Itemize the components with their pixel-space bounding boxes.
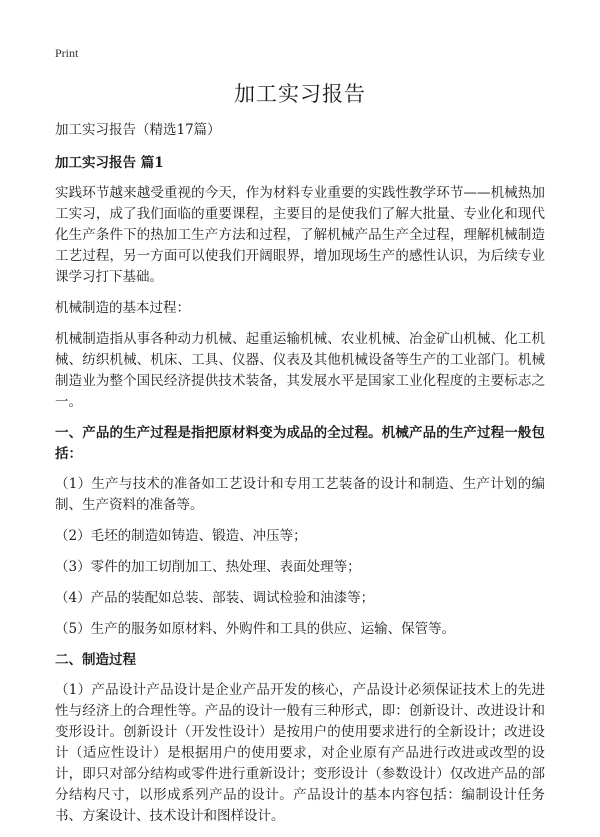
list-item: （5）生产的服务如原材料、外购件和工具的供应、运输、保管等。 <box>55 621 456 637</box>
document-title: 加工实习报告 <box>234 82 366 106</box>
production-heading: 一、产品的生产过程是指把原材料变为成品的全过程。机械产品的生产过程一般包括： <box>55 425 545 462</box>
document-subtitle: 加工实习报告（精选17篇） <box>55 122 221 138</box>
design-paragraph: （1）产品设计产品设计是企业产品开发的核心，产品设计必须保证技术上的先进性与经济上的合理性等。产品的设计一般有三种形式，即：创新设计、改进设计和变形设计。创新设计（开发性设计）是按用户的使用要求进行的全新设计；改进设计（适应性设计）是根据用户的使用要求，对企业原有产品进行改进或改型的设计，即只对部分结构或零件进行重新设计；变形设计（参数设计）仅改进产品的部分结构尺寸，以形成系列产品的设计。产品设计的基本内容包括：编制设计任务书、方案设计、技术设计和图样设计。 <box>55 682 545 824</box>
document-body <box>55 120 545 837</box>
list-item: （2）毛坯的制造如铸造、锻造、冲压等； <box>55 528 307 544</box>
intro-paragraph: 实践环节越来越受重视的今天，作为材料专业重要的实践性教学环节——机械热加工实习，成了我们面临的重要课程，主要目的是使我们了解大批量、专业化和现代化生产条件下的热加工生产方法和过程，了解机械产品生产全过程，理解机械制造工艺过程，另一方面可以使我们开阔眼界，增加现场生产的感性认识，为后续专业课学习打下基础。 <box>55 185 545 285</box>
list-item: （4）产品的装配如总装、部装、调试检验和油漆等； <box>55 590 375 606</box>
print-link[interactable]: Print <box>55 46 79 60</box>
manufacturing-heading: 二、制造过程 <box>55 652 136 668</box>
manufacturing-paragraph: 机械制造指从事各种动力机械、起重运输机械、农业机械、冶金矿山机械、化工机械、纺织机械、机床、工具、仪器、仪表及其他机械设备等生产的工业部门。机械制造业为整个国民经济提供技术装备，其发展水平是国家工业化程度的主要标志之一。 <box>55 331 545 410</box>
basic-process-label: 机械制造的基本过程： <box>55 300 190 316</box>
section-heading: 加工实习报告 篇1 <box>55 155 164 171</box>
list-item: （1）生产与技术的准备如工艺设计和专用工艺装备的设计和制造、生产计划的编制、生产资料的准备等。 <box>55 476 545 513</box>
list-item: （3）零件的加工切削加工、热处理、表面处理等； <box>55 559 361 575</box>
